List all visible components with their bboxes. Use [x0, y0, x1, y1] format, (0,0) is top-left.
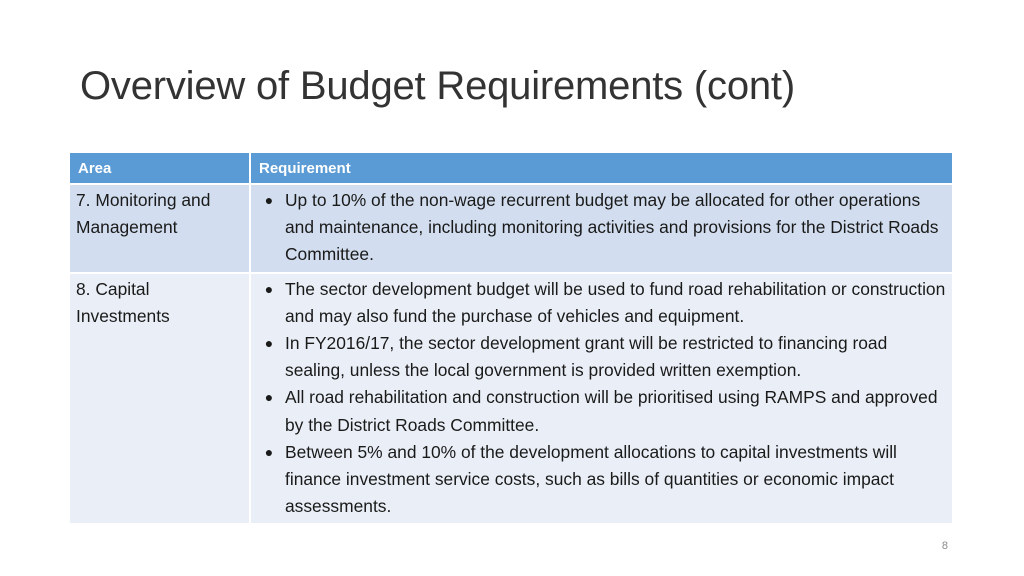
requirement-list — [257, 187, 946, 269]
list-item — [257, 276, 946, 330]
area-cell: 7. Monitoring and Management — [70, 184, 250, 273]
requirement-text: All road rehabilitation and construction will be prioritised using RAMPS and approved by the District Roads Committee. — [285, 387, 938, 435]
requirement-text: The sector development budget will be used to fund road rehabilitation or construction and may also fund the purchase of vehicles and equipment. — [285, 278, 946, 326]
bullet-dot-icon: ● — [264, 280, 274, 297]
table-row — [70, 184, 953, 273]
requirement-cell — [250, 184, 953, 273]
requirement-text: Up to 10% of the non-wage recurrent budget may be allocated for other operations and maintenance, including monitoring activities and provisions for the District Roads Committee. — [285, 190, 939, 265]
table-row — [70, 273, 953, 524]
list-item — [257, 384, 946, 438]
slide-title: Overview of Budget Requirements (cont) — [80, 64, 795, 108]
header-requirement: Requirement — [250, 153, 953, 184]
bullet-dot-icon: ● — [264, 192, 274, 208]
list-item — [257, 187, 946, 269]
list-item — [257, 330, 946, 384]
header-area: Area — [70, 153, 250, 184]
requirement-cell — [250, 273, 953, 524]
requirement-list — [257, 276, 946, 521]
requirements-table — [70, 153, 954, 523]
table-header-row — [70, 153, 953, 184]
bullet-dot-icon: ● — [264, 443, 274, 460]
list-item — [257, 439, 946, 521]
requirement-text: Between 5% and 10% of the development allocations to capital investments will finance investment service costs, such as bills of quantities or economic impact assessments. — [285, 441, 897, 517]
requirement-text: In FY2016/17, the sector development grant will be restricted to financing road sealing, unless the local government is provided written exemption. — [285, 333, 888, 381]
area-cell: 8. Capital Investments — [70, 273, 250, 524]
bullet-dot-icon: ● — [264, 335, 274, 352]
page-number: 8 — [941, 540, 948, 552]
bullet-dot-icon: ● — [264, 389, 274, 406]
